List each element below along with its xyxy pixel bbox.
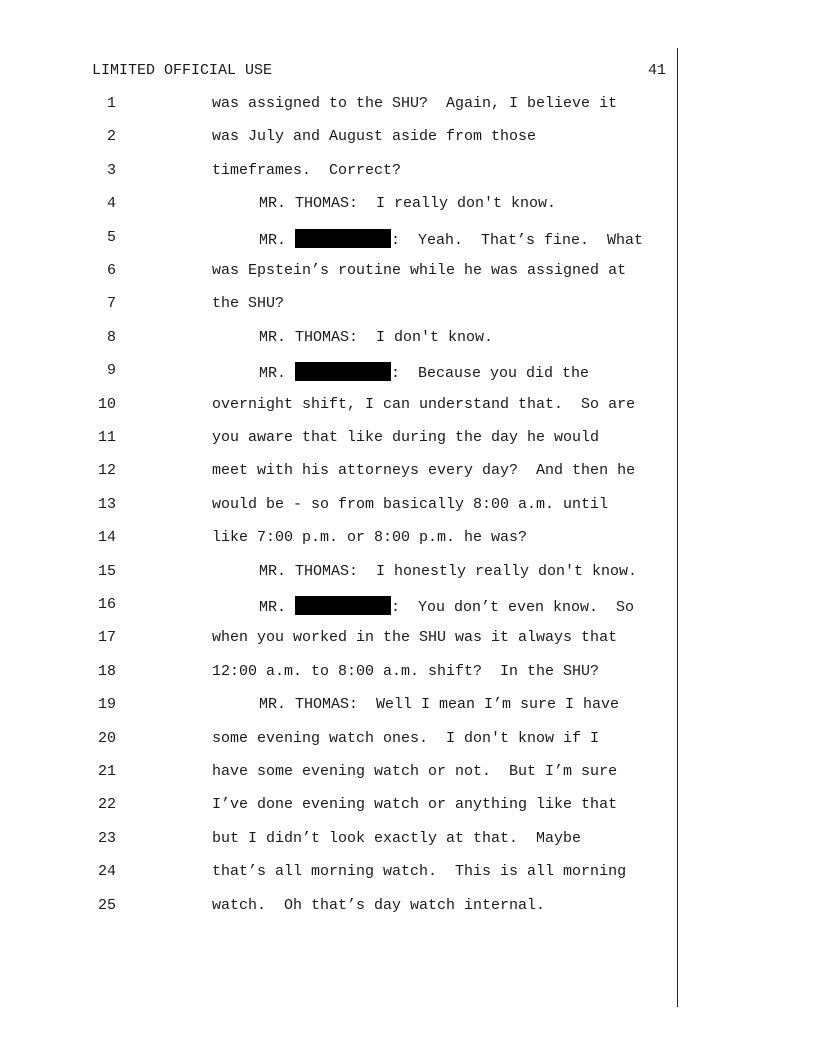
line-number: 19 (97, 696, 116, 714)
line-number: 14 (97, 529, 116, 547)
line-text-segment: MR. (259, 599, 296, 616)
line-text-segment: like 7:00 p.m. or 8:00 p.m. he was? (212, 529, 528, 547)
line-text-segment: : Yeah. That’s fine. What (391, 231, 644, 249)
line-text (259, 195, 556, 212)
line-text-segment: meet with his attorneys every day? And then he (212, 462, 636, 480)
line-text (212, 529, 527, 546)
line-text (212, 763, 617, 780)
line-text (212, 796, 617, 813)
line-text (212, 496, 608, 513)
line-text (212, 128, 536, 145)
line-number: 22 (97, 796, 116, 814)
line-text-segment: was July and August aside from those (212, 128, 537, 146)
line-text-segment: MR. THOMAS: I really don't know. (259, 195, 557, 213)
transcript-line (0, 329, 816, 349)
line-text (212, 462, 635, 479)
line-number: 7 (106, 295, 116, 313)
line-text-segment: MR. THOMAS: Well I mean I’m sure I have (259, 696, 620, 714)
line-number: 6 (106, 262, 116, 279)
line-text (212, 830, 581, 847)
line-text-segment: some evening watch ones. I don't know if I (212, 729, 600, 747)
redaction-bar (295, 596, 391, 615)
line-number: 2 (106, 128, 116, 146)
transcript-line (0, 229, 816, 249)
line-text (212, 663, 599, 680)
transcript-line (0, 596, 816, 616)
line-number: 17 (97, 629, 116, 647)
line-text (212, 396, 635, 413)
line-number: 25 (97, 896, 116, 914)
line-text-segment: watch. Oh that’s day watch internal. (212, 896, 546, 914)
line-number: 4 (106, 195, 116, 213)
transcript-line (0, 529, 816, 549)
transcript-line (0, 629, 816, 649)
line-text-segment: overnight shift, I can understand that. So are (212, 395, 636, 413)
transcript-line (0, 696, 816, 716)
line-number: 5 (106, 228, 116, 246)
line-number: 12 (97, 462, 116, 480)
line-text-segment: : You don’t even know. So (391, 599, 635, 616)
line-text-segment: MR. (259, 231, 296, 249)
transcript-line (0, 195, 816, 215)
transcript-line (0, 796, 816, 816)
line-number: 21 (97, 763, 116, 780)
transcript-line (0, 563, 816, 583)
transcript-line (0, 462, 816, 482)
line-text (259, 696, 619, 713)
redaction-bar (295, 362, 391, 381)
line-text (259, 362, 589, 382)
line-number: 20 (97, 729, 116, 747)
line-text-segment: would be - so from basically 8:00 a.m. until (212, 495, 609, 513)
line-text-segment: MR. THOMAS: I don't know. (259, 328, 494, 346)
line-number: 16 (97, 596, 116, 613)
transcript-line (0, 95, 816, 115)
line-text (259, 563, 637, 580)
line-text-segment: when you worked in the SHU was it always that (212, 629, 618, 647)
line-number: 11 (97, 429, 116, 446)
line-text-segment: that’s all morning watch. This is all morning (212, 863, 627, 881)
line-number: 24 (97, 863, 116, 881)
line-text-segment: 12:00 a.m. to 8:00 a.m. shift? In the SHU? (212, 662, 600, 680)
line-number: 13 (97, 495, 116, 513)
redaction-bar (295, 229, 391, 248)
line-text (259, 596, 634, 616)
line-text (259, 229, 643, 249)
line-number: 15 (97, 562, 116, 580)
line-text (212, 262, 626, 279)
line-number: 10 (97, 395, 116, 413)
transcript-line (0, 663, 816, 683)
line-text (212, 629, 617, 646)
line-text-segment: was assigned to the SHU? Again, I believe it (212, 95, 618, 112)
transcript-line (0, 128, 816, 148)
line-text-segment: was Epstein’s routine while he was assigned at (212, 262, 627, 279)
line-number: 3 (106, 161, 116, 179)
line-number: 1 (106, 95, 116, 112)
line-text-segment: I’ve done evening watch or anything like that (212, 796, 618, 814)
line-number: 23 (97, 829, 116, 847)
line-number: 8 (106, 328, 116, 346)
transcript-line (0, 162, 816, 182)
line-text-segment: the SHU? (212, 295, 285, 313)
page-number: 41 (647, 62, 666, 79)
line-text (212, 730, 599, 747)
line-text (212, 95, 617, 112)
transcript-line (0, 897, 816, 917)
transcript-line (0, 396, 816, 416)
line-text-segment: but I didn’t look exactly at that. Maybe (212, 829, 582, 847)
transcript-line (0, 262, 816, 282)
transcript-line (0, 295, 816, 315)
header-classification: LIMITED OFFICIAL USE (92, 62, 273, 79)
transcript-line (0, 830, 816, 850)
line-text (212, 429, 599, 446)
line-number: 9 (106, 362, 116, 380)
line-text (212, 162, 401, 179)
line-number: 18 (97, 662, 116, 680)
line-text-segment: have some evening watch or not. But I’m sure (212, 763, 618, 780)
transcript-line (0, 863, 816, 883)
line-text (259, 329, 493, 346)
line-text-segment: MR. (259, 365, 296, 383)
transcript-line (0, 362, 816, 382)
transcript-line (0, 730, 816, 750)
line-text (212, 897, 545, 914)
transcript-line (0, 763, 816, 783)
line-text-segment: timeframes. Correct? (212, 161, 402, 179)
line-text-segment: MR. THOMAS: I honestly really don't know. (259, 562, 638, 580)
line-text (212, 863, 626, 880)
line-text (212, 295, 284, 312)
line-text-segment: : Because you did the (391, 365, 590, 383)
transcript-line (0, 496, 816, 516)
transcript-line (0, 429, 816, 449)
line-text-segment: you aware that like during the day he would (212, 429, 600, 446)
